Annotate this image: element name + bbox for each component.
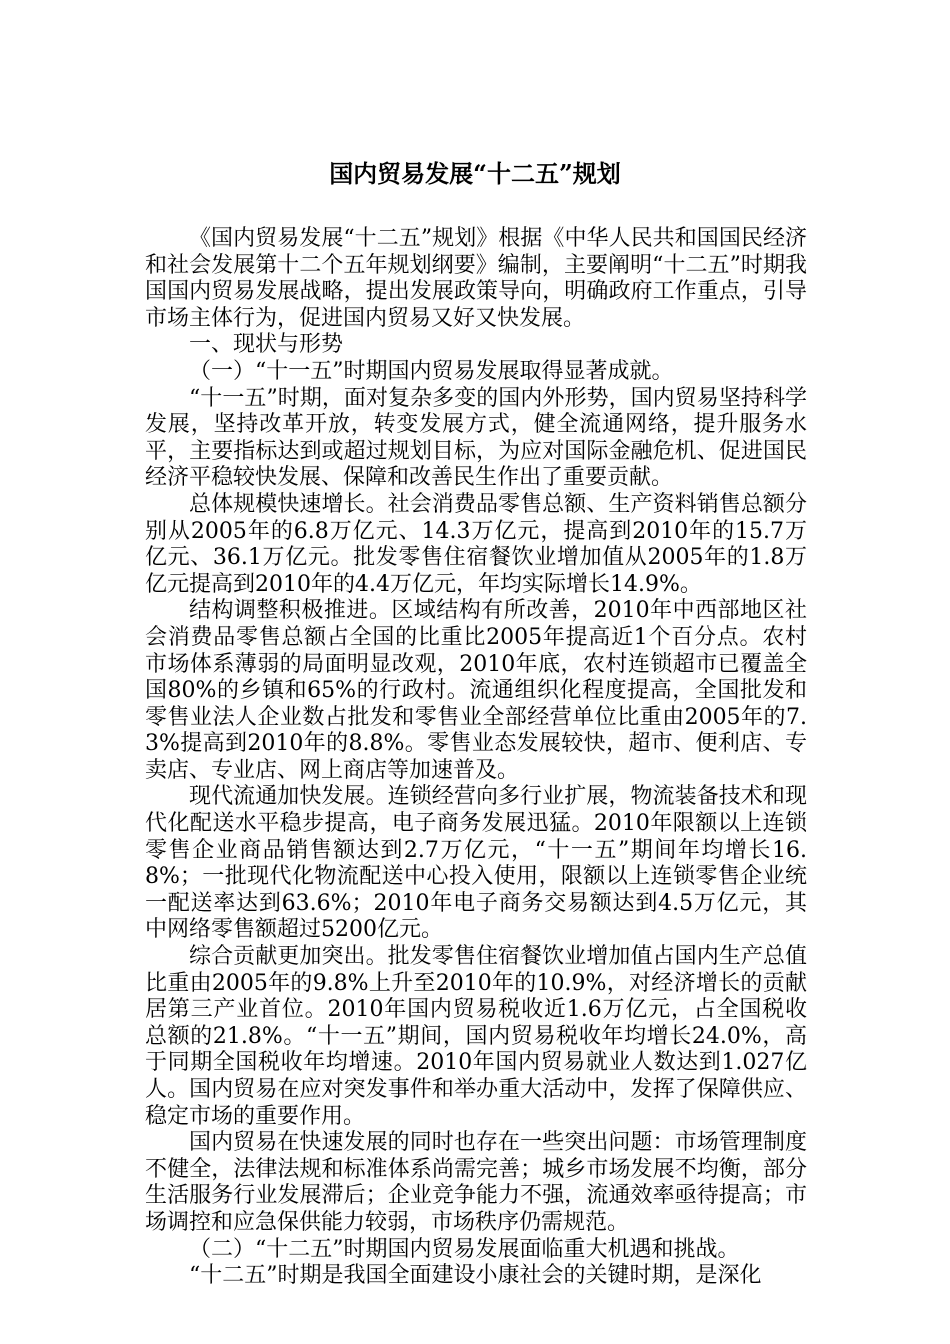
paragraph-structure: 结构调整积极推进。区域结构有所改善，2010年中西部地区社会消费品零售总额占全国的比重比2005年提高近1个百分点。农村市场体系薄弱的局面明显改观，2010年底，农村连锁超市已覆盖全国80%的乡镇和65%的行政村。流通组织化程度提高，全国批发和零售业法人企业数占批发和零售业全部经营单位比重由2005年的7.3%提高到2010年的8.8%。零售业态发展较快，超市、便利店、专卖店、专业店、网上商店等加速普及。 [145,598,807,783]
subsection-heading-opportunities: （二）“十二五”时期国内贸易发展面临重大机遇和挑战。 [189,1236,740,1262]
paragraph-scale: 总体规模快速增长。社会消费品零售总额、生产资料销售总额分别从2005年的6.8万亿元、14.3万亿元，提高到2010年的15.7万亿元、36.1万亿元。批发零售住宿餐饮业增加值从2005年的1.8万亿元提高到2010年的4.4万亿元，年均实际增长14.9%。 [145,491,807,597]
paragraph-problems: 国内贸易在快速发展的同时也存在一些突出问题：市场管理制度不健全，法律法规和标准体系尚需完善；城乡市场发展不均衡，部分生活服务行业发展滞后；企业竞争能力不强，流通效率亟待提高；市场调控和应急保供能力较弱，市场秩序仍需规范。 [145,1130,807,1235]
document-title: 国内贸易发展“十二五”规划 [329,159,621,188]
paragraph-modern-distribution: 现代流通加快发展。连锁经营向多行业扩展，物流装备技术和现代化配送水平稳步提高，电子商务发展迅猛。2010年限额以上连锁零售企业商品销售额达到2.7万亿元，“十一五”期间年均增长16.8%；一批现代化物流配送中心投入使用，限额以上连锁零售企业统一配送率达到63.6%；2010年电子商务交易额达到4.5万亿元，其中网络零售额超过5200亿元。 [145,784,807,943]
paragraph-intro: 《国内贸易发展“十二五”规划》根据《中华人民共和国国民经济和社会发展第十二个五年规划纲要》编制，主要阐明“十二五”时期我国国内贸易发展战略，提出发展政策导向，明确政府工作重点，引导市场主体行为，促进国内贸易又好又快发展。 [145,226,807,331]
paragraph-overview: “十一五”时期，面对复杂多变的国内外形势，国内贸易坚持科学发展，坚持改革开放，转变发展方式，健全流通网络，提升服务水平，主要指标达到或超过规划目标，为应对国际金融危机、促进国民经济平稳较快发展、保障和改善民生作出了重要贡献。 [145,385,807,491]
document-body [145,226,807,1290]
subsection-heading-achievements: （一）“十一五”时期国内贸易发展取得显著成就。 [189,358,674,384]
paragraph-twelfth-plan: “十二五”时期是我国全面建设小康社会的关键时期，是深化 [189,1263,762,1289]
section-heading-status: 一、现状与形势 [189,332,344,358]
paragraph-contribution: 综合贡献更加突出。批发零售住宿餐饮业增加值占国内生产总值比重由2005年的9.8%上升至2010年的10.9%，对经济增长的贡献居第三产业首位。2010年国内贸易税收近1.6万亿元，占全国税收总额的21.8%。“十一五”期间，国内贸易税收年均增长24.0%，高于同期全国税收年均增速。2010年国内贸易就业人数达到1.027亿人。国内贸易在应对突发事件和举办重大活动中，发挥了保障供应、稳定市场的重要作用。 [145,944,807,1129]
